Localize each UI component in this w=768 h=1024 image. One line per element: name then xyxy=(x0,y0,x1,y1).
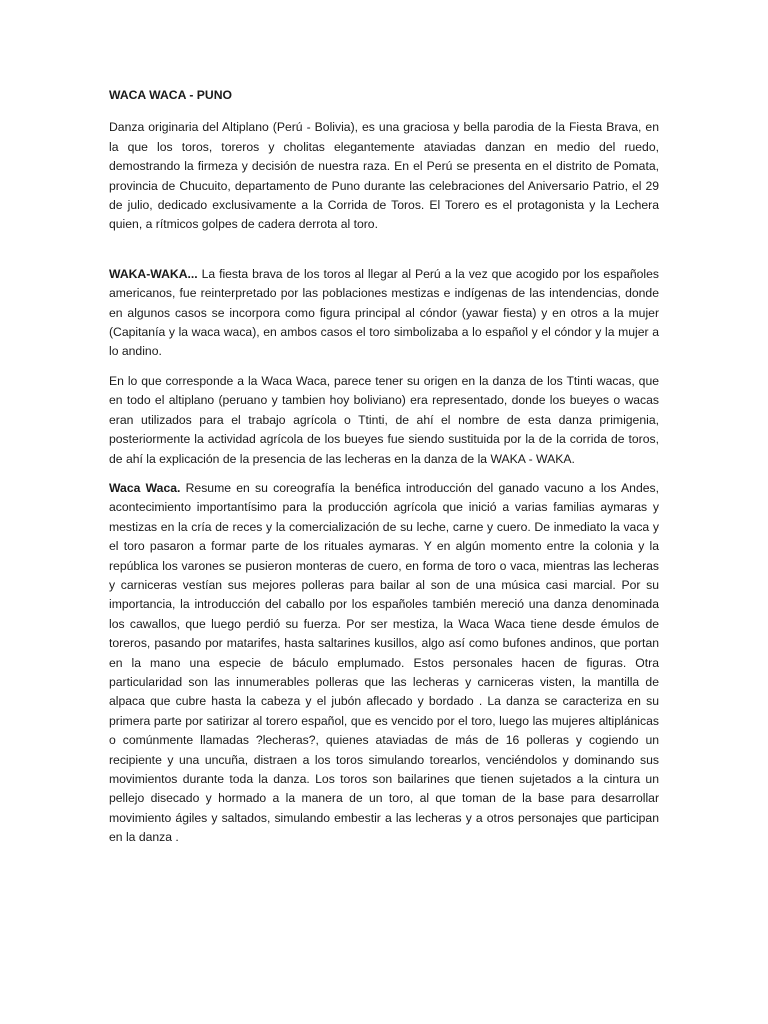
paragraph-waka-waka-text: La fiesta brava de los toros al llegar al Perú a la vez que acogido por los españoles americanos, fue reinterpretado por las poblaciones mestizas e indígenas de las intendencias, donde en algunos casos se incorpora como figura principal al cóndor (yawar fiesta) y en otros a la mujer (Capitanía y la waca waca), en ambos casos el toro simbolizaba a lo español y el cóndor y la mujer a lo andino. xyxy=(109,266,659,359)
paragraph-intro xyxy=(109,118,659,234)
paragraph-waka-waka-lead: WAKA-WAKA... xyxy=(109,266,198,281)
document-title: WACA WACA - PUNO xyxy=(109,88,232,102)
paragraph-origin-text: En lo que corresponde a la Waca Waca, parece tener su origen en la danza de los Ttinti wacas, que en todo el altiplano (peruano y tambien hoy boliviano) era representado, donde los bueyes o wacas eran utilizados para el trabajo agrícola o Ttinti, de ahí el nombre de esta danza primigenia, posteriormente la actividad agrícola de los bueyes fue siendo sustituida por la de la corrida de toros, de ahí la explicación de la presencia de las lecheras en la danza de la WAKA - WAKA. xyxy=(109,373,659,466)
document-page xyxy=(109,86,659,858)
paragraph-waca-waca xyxy=(109,479,659,848)
paragraph-origin xyxy=(109,372,659,469)
paragraph-waca-waca-lead: Waca Waca. xyxy=(109,480,181,495)
paragraph-waka-waka xyxy=(109,265,659,362)
paragraph-waca-waca-text: Resume en su coreografía la benéfica introducción del ganado vacuno a los Andes, acontecimiento importantísimo para la producción agrícola que inició a varias familias aymaras y mestizas en la cría de reces y la comercialización de su leche, carne y cuero. De inmediato la vaca y el toro pasaron a formar parte de los rituales aymaras. Y en algún momento entre la colonia y la república los varones se pusieron monteras de cuero, en forma de toro o vaca, mientras las lecheras y carniceras vestían sus mejores polleras para bailar al son de una música casi marcial. Por su importancia, la introducción del caballo por los españoles también mereció una danza denominada los cawallos, que luego perdió su fuerza. Por ser mestiza, la Waca Waca tiene desde émulos de toreros, pasando por matarifes, hasta saltarines kusillos, algo así como bufones andinos, que portan en la mano una especie de báculo emplumado. Estos personales hacen de figuras. Otra particularidad son las innumerables polleras que las lecheras y carniceras visten, la mantilla de alpaca que cubre hasta la cabeza y el jubón aflecado y bordado . La danza se caracteriza en su primera parte por satirizar al torero español, que es vencido por el toro, luego las mujeres altiplánicas o comúnmente llamadas ?lecheras?, quienes ataviadas de más de 16 polleras y cogiendo un recipiente y una uncuña, distraen a los toros simulando torearlos, venciéndolos y dominando sus movimientos durante toda la danza. Los toros son bailarines que tienen sujetados a la cintura un pellejo disecado y hormado a la manera de un toro, al que toman de la base para desarrollar movimiento ágiles y saltados, simulando embestir a las lecheras y a otros personajes que participan en la danza . xyxy=(109,480,659,845)
paragraph-intro-text: Danza originaria del Altiplano (Perú - Bolivia), es una graciosa y bella parodia de la Fiesta Brava, en la que los toros, toreros y cholitas elegantemente ataviadas danzan en medio del ruedo, demostrando la firmeza y decisión de nuestra raza. En el Perú se presenta en el distrito de Pomata, provincia de Chucuito, departamento de Puno durante las celebraciones del Aniversario Patrio, el 29 de julio, dedicado exclusivamente a la Corrida de Toros. El Torero es el protagonista y la Lechera quien, a rítmicos golpes de cadera derrota al toro. xyxy=(109,120,659,232)
